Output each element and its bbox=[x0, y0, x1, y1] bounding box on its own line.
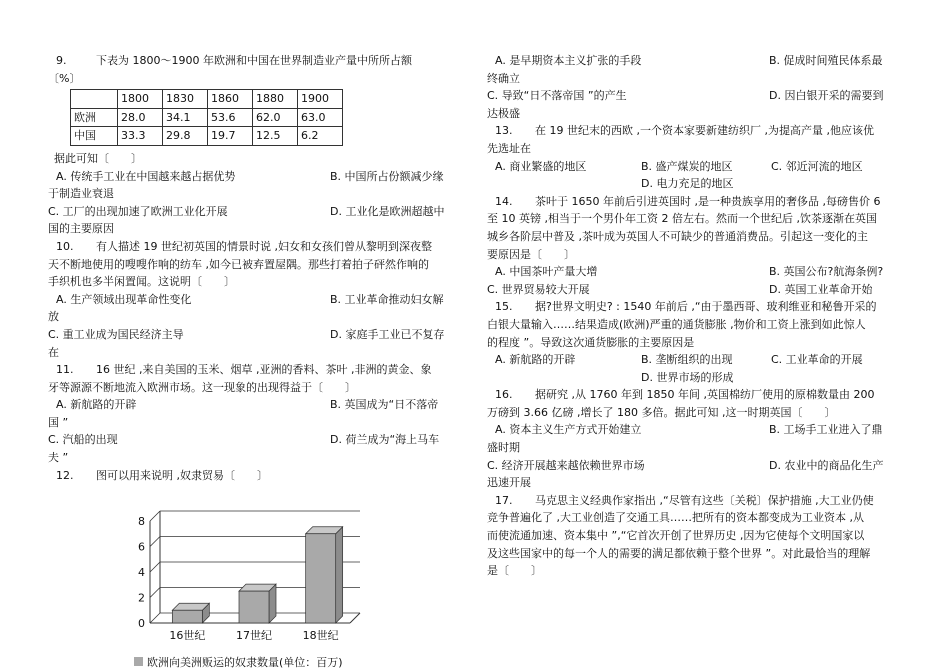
option-c[interactable]: C. 工业革命的开展 bbox=[771, 353, 863, 367]
question-13 bbox=[487, 122, 899, 192]
gridline-slant bbox=[150, 588, 160, 598]
question-stem-line: 白银大量输入……结果造成(欧洲)严重的通货膨胀 ,物价和工资上涨到如此惊人 bbox=[487, 317, 866, 331]
question-stem-line: 手织机也多半闲置闻。这说明〔 〕 bbox=[48, 275, 235, 289]
table-cell: 33.3 bbox=[118, 127, 163, 146]
question-stem-line: 而使流通加速、资本集中 ”,“它首次开创了世界历史 ,因为它使每个文明国家以 bbox=[487, 529, 865, 543]
question-stem-line: 在 19 世纪末的西欧 ,一个资本家要新建纺织厂 ,为提高产量 ,他应该优 bbox=[535, 124, 874, 138]
gridline-slant bbox=[150, 613, 160, 623]
data-table bbox=[70, 89, 343, 146]
question-12 bbox=[48, 467, 460, 485]
question-10 bbox=[48, 238, 460, 361]
option-b-cont: 国 ” bbox=[48, 415, 69, 429]
option-d[interactable]: D. 电力充足的地区 bbox=[641, 177, 734, 191]
question-stem-line: 是〔 〕 bbox=[487, 564, 542, 578]
table-cell: 34.1 bbox=[163, 108, 208, 127]
option-b[interactable]: B. 中国所占份额减少缘 bbox=[330, 169, 444, 183]
option-b[interactable]: B. 英国成为“日不落帝 bbox=[330, 398, 439, 412]
x-tick-label: 18世纪 bbox=[302, 629, 339, 642]
question-stem-line: 及这些国家中的每一个人的需要的满足都依赖于整个世界 ”。对此最恰当的理解 bbox=[487, 546, 871, 560]
right-column bbox=[487, 52, 899, 580]
option-c[interactable]: C. 经济开展越来越依赖世界市场 bbox=[487, 458, 645, 472]
chart-legend bbox=[134, 654, 343, 670]
option-a[interactable]: A. 资本主义生产方式开始建立 bbox=[495, 423, 642, 437]
gridline-slant bbox=[150, 511, 160, 521]
question-number: 13. bbox=[495, 124, 513, 138]
question-stem-line: 牙等源源不断地流入欧洲市场。这一现象的出现得益于〔 〕 bbox=[48, 380, 356, 394]
bar bbox=[239, 591, 269, 623]
question-12-options bbox=[487, 52, 899, 122]
question-number: 12. bbox=[56, 468, 74, 482]
table-cell: 19.7 bbox=[208, 127, 253, 146]
table-cell: 62.0 bbox=[253, 108, 298, 127]
option-c[interactable]: C. 汽船的出现 bbox=[48, 433, 118, 447]
question-stem: 下表为 1800～1900 年欧洲和中国在世界制造业产量中所所占额 bbox=[96, 54, 412, 67]
question-14 bbox=[487, 193, 899, 299]
option-a[interactable]: A. 生产领域出现革命性变化 bbox=[56, 292, 192, 306]
question-15 bbox=[487, 298, 899, 386]
question-stem-line: 马克思主义经典作家指出 ,“尽管有这些〔关税〕保护措施 ,大工业仍使 bbox=[535, 493, 874, 507]
question-stem-line: 竞争普遍化了 ,大工业创造了交通工具……把所有的资本都变成为工业资本 ,从 bbox=[487, 511, 864, 525]
option-d[interactable]: D. 农业中的商品化生产 bbox=[769, 458, 884, 472]
question-number: 14. bbox=[495, 194, 513, 208]
legend-swatch bbox=[134, 657, 143, 666]
option-b-cont: 盛时期 bbox=[487, 441, 520, 455]
table-cell: 63.0 bbox=[298, 108, 343, 127]
option-c[interactable]: C. 导致“日不落帝国 ”的产生 bbox=[487, 89, 627, 103]
bar-top bbox=[172, 603, 209, 610]
option-b-cont: 放 bbox=[48, 310, 59, 324]
question-number: 16. bbox=[495, 388, 513, 402]
option-d-cont: 在 bbox=[48, 345, 59, 359]
question-16 bbox=[487, 386, 899, 492]
table-cell: 欧洲 bbox=[71, 108, 118, 127]
question-stem-line: 先选址在 bbox=[487, 141, 531, 155]
question-number: 17. bbox=[495, 493, 513, 507]
option-b[interactable]: B. 垄断组织的出现 bbox=[641, 353, 733, 367]
option-b-cont: 于制造业衰退 bbox=[48, 187, 114, 201]
option-b[interactable]: B. 英国公布?航海条例? bbox=[769, 265, 884, 279]
y-tick-label: 2 bbox=[138, 591, 145, 605]
bar-top bbox=[239, 584, 276, 591]
option-d[interactable]: D. 荷兰成为“海上马车 bbox=[330, 433, 440, 447]
question-stem-line: 至 10 英镑 ,相当于一个男仆年工资 2 倍左右。然而一个世纪后 ,饮茶逐渐在英国 bbox=[487, 212, 877, 226]
gridline-slant bbox=[150, 537, 160, 547]
table-cell: 1830 bbox=[163, 90, 208, 109]
table-header-row bbox=[71, 90, 343, 109]
table-cell: 1800 bbox=[118, 90, 163, 109]
legend-label: 欧洲向美洲贩运的奴隶数量(单位：百万) bbox=[147, 656, 343, 669]
left-column bbox=[48, 52, 460, 484]
option-d[interactable]: D. 工业化是欧洲超越中 bbox=[330, 204, 445, 218]
question-stem-line: 天不断地使用的嗖嗖作响的纺车 ,如今已被弃置屋隅。那些打着拍子砰然作响的 bbox=[48, 257, 429, 271]
option-d[interactable]: D. 家庭手工业已不复存 bbox=[330, 327, 445, 341]
option-d[interactable]: D. 英国工业革命开始 bbox=[769, 282, 873, 296]
table-cell: 1860 bbox=[208, 90, 253, 109]
question-number: 15. bbox=[495, 300, 513, 314]
table-cell: 6.2 bbox=[298, 127, 343, 146]
option-d[interactable]: D. 因白银开采的需要到 bbox=[769, 89, 884, 103]
y-tick-label: 8 bbox=[138, 515, 145, 528]
option-b[interactable]: B. 工业革命推动妇女解 bbox=[330, 292, 444, 306]
option-c[interactable]: C. 邻近河流的地区 bbox=[771, 159, 863, 173]
table-cell: 29.8 bbox=[163, 127, 208, 146]
bar bbox=[172, 610, 202, 623]
bar bbox=[306, 534, 336, 623]
table-row bbox=[71, 127, 343, 146]
option-a[interactable]: A. 中国茶叶产量大增 bbox=[495, 265, 598, 279]
table-cell: 1880 bbox=[253, 90, 298, 109]
question-stem-line: 据?世界文明史? : 1540 年前后 ,“由于墨西哥、玻利维亚和秘鲁开采的 bbox=[535, 300, 877, 314]
table-cell: 12.5 bbox=[253, 127, 298, 146]
option-a[interactable]: A. 新航路的开辟 bbox=[56, 398, 137, 412]
option-a[interactable]: A. 传统手工业在中国越来越占据优势 bbox=[56, 169, 236, 183]
question-stem-line: 万磅到 3.66 亿磅 ,增长了 180 多倍。据此可知 ,这一时期英国〔 〕 bbox=[487, 405, 836, 419]
option-d-cont: 迅速开展 bbox=[487, 476, 531, 490]
question-stem-line: 茶叶于 1650 年前后引进英国时 ,是一种贵族享用的奢侈品 ,每磅售价 6 bbox=[535, 194, 881, 208]
y-tick-label: 4 bbox=[138, 566, 145, 579]
question-number: 10. bbox=[56, 239, 74, 253]
table-cell: 53.6 bbox=[208, 108, 253, 127]
y-tick-label: 6 bbox=[138, 540, 145, 554]
question-stem-line: 城乡各阶层中普及 ,茶叶成为英国人不可缺少的普通消费品。引起这一变化的主 bbox=[487, 229, 868, 243]
question-11 bbox=[48, 361, 460, 467]
x-tick-label: 16世纪 bbox=[169, 629, 206, 642]
question-tail: 据此可知〔 〕 bbox=[54, 151, 142, 165]
option-a[interactable]: A. 是早期资本主义扩张的手段 bbox=[495, 54, 642, 67]
question-stem-line: 有人描述 19 世纪初英国的情景时说 ,妇女和女孩们曾从黎明到深夜整 bbox=[96, 239, 432, 253]
option-b[interactable]: B. 促成时间殖民体系最 bbox=[769, 54, 883, 67]
option-c[interactable]: C. 世界贸易较大开展 bbox=[487, 282, 590, 296]
x-tick-label: 17世纪 bbox=[236, 629, 272, 642]
question-9 bbox=[48, 52, 460, 238]
option-d[interactable]: D. 世界市场的形成 bbox=[641, 370, 734, 384]
question-stem: 图可以用来说明 ,奴隶贸易〔 〕 bbox=[96, 468, 268, 482]
option-c[interactable]: C. 工厂的出现加速了欧洲工业化开展 bbox=[48, 204, 228, 218]
option-b[interactable]: B. 工场手工业进入了鼎 bbox=[769, 423, 883, 437]
table-cell bbox=[71, 90, 118, 109]
option-b[interactable]: B. 盛产煤炭的地区 bbox=[641, 159, 733, 173]
question-stem-line: 据研究 ,从 1760 年到 1850 年间 ,英国棉纺厂使用的原棉数量由 200 bbox=[535, 388, 875, 402]
option-b-cont: 终确立 bbox=[487, 71, 520, 85]
question-stem-line: 16 世纪 ,来自美国的玉米、烟草 ,亚洲的香料、茶叶 ,非洲的黄金、象 bbox=[96, 363, 432, 377]
question-17 bbox=[487, 492, 899, 580]
table-cell: 28.0 bbox=[118, 108, 163, 127]
y-tick-label: 0 bbox=[138, 617, 145, 630]
table-cell: 1900 bbox=[298, 90, 343, 109]
option-d-cont: 夫 ” bbox=[48, 451, 69, 465]
x-axis-edge bbox=[350, 613, 360, 623]
table-cell: 中国 bbox=[71, 127, 118, 146]
bar-top bbox=[306, 527, 343, 534]
bar-side bbox=[336, 527, 343, 623]
option-c[interactable]: C. 重工业成为国民经济主导 bbox=[48, 327, 184, 341]
option-a[interactable]: A. 商业繁盛的地区 bbox=[495, 159, 587, 173]
question-number: 9. bbox=[56, 54, 67, 67]
question-stem-line: 的程度 ”。导致这次通货膨胀的主要原因是 bbox=[487, 335, 695, 349]
option-a[interactable]: A. 新航路的开辟 bbox=[495, 353, 576, 367]
slave-trade-bar-chart bbox=[130, 505, 370, 653]
table-row bbox=[71, 108, 343, 127]
gridline-slant bbox=[150, 562, 160, 572]
question-number: 11. bbox=[56, 363, 74, 377]
unit-label: 〔%〕 bbox=[48, 71, 81, 85]
option-d-cont: 达极盛 bbox=[487, 106, 520, 120]
option-d-cont: 国的主要原因 bbox=[48, 222, 114, 236]
question-stem-line: 要原因是〔 〕 bbox=[487, 247, 575, 261]
